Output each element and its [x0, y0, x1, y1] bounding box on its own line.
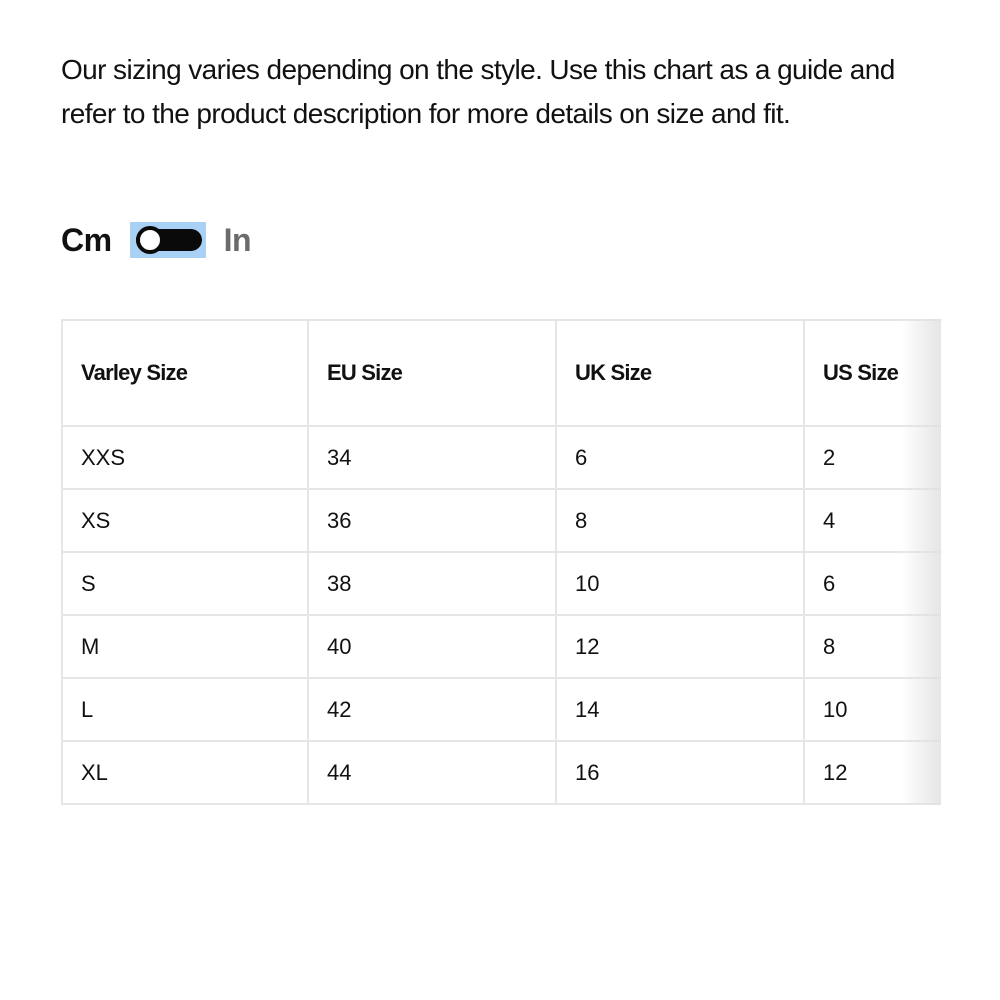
cell-uk-size: 14	[556, 678, 804, 741]
switch-knob	[136, 226, 164, 254]
cell-uk-size: 16	[556, 741, 804, 804]
cell-eu-size: 36	[308, 489, 556, 552]
unit-label-cm[interactable]: Cm	[61, 221, 112, 258]
header-uk-size: UK Size	[556, 320, 804, 426]
table-row	[62, 489, 941, 552]
cell-us-size: 10	[804, 678, 941, 741]
cell-varley-size: XL	[62, 741, 308, 804]
cell-varley-size: L	[62, 678, 308, 741]
cell-varley-size: M	[62, 615, 308, 678]
size-guide-intro: Our sizing varies depending on the style. Use this chart as a guide and refer to the product description for more details on size and fit.	[61, 54, 895, 129]
cell-uk-size: 10	[556, 552, 804, 615]
table-row	[62, 426, 941, 489]
cell-us-size: 6	[804, 552, 941, 615]
cell-eu-size: 40	[308, 615, 556, 678]
cell-eu-size: 42	[308, 678, 556, 741]
cell-varley-size: XXS	[62, 426, 308, 489]
table-row	[62, 615, 941, 678]
header-varley-size: Varley Size	[62, 320, 308, 426]
table-row	[62, 552, 941, 615]
table-row	[62, 741, 941, 804]
unit-label-in[interactable]: In	[223, 221, 251, 258]
cell-uk-size: 8	[556, 489, 804, 552]
cell-varley-size: S	[62, 552, 308, 615]
table-row	[62, 678, 941, 741]
cell-us-size: 8	[804, 615, 941, 678]
cell-us-size: 4	[804, 489, 941, 552]
size-table-container[interactable]	[61, 319, 941, 805]
cell-eu-size: 38	[308, 552, 556, 615]
cell-eu-size: 34	[308, 426, 556, 489]
header-us-size: US Size	[804, 320, 941, 426]
cell-us-size: 2	[804, 426, 941, 489]
unit-toggle	[61, 218, 251, 262]
cell-uk-size: 6	[556, 426, 804, 489]
size-chart-table	[61, 319, 941, 805]
unit-switch[interactable]	[130, 222, 206, 258]
cell-uk-size: 12	[556, 615, 804, 678]
cell-varley-size: XS	[62, 489, 308, 552]
table-header-row	[62, 320, 941, 426]
cell-us-size: 12	[804, 741, 941, 804]
cell-eu-size: 44	[308, 741, 556, 804]
header-eu-size: EU Size	[308, 320, 556, 426]
